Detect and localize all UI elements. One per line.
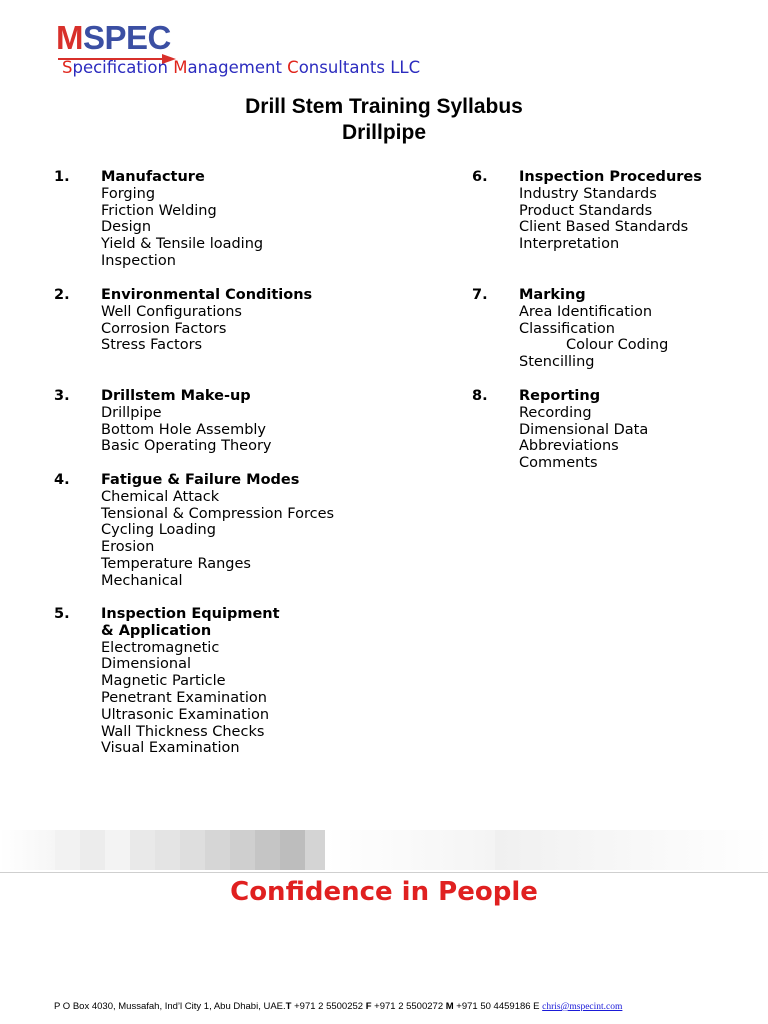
- section-item: Colour Coding: [566, 337, 669, 354]
- section-item: Temperature Ranges: [101, 555, 251, 572]
- band-stripe: [230, 830, 255, 870]
- section-item: Stencilling: [519, 354, 595, 371]
- section-item: Magnetic Particle: [101, 673, 226, 690]
- band-stripe: [0, 830, 55, 870]
- section-item: Abbreviations: [519, 438, 619, 455]
- section-item: Drillpipe: [101, 404, 162, 421]
- footer-email-link[interactable]: chris@mspecint.com: [542, 1002, 623, 1012]
- section-item: Tensional & Compression Forces: [101, 505, 335, 522]
- title-line-1: Drill Stem Training Syllabus: [245, 95, 523, 118]
- logo-wordmark: [56, 18, 171, 58]
- footer-fax: +971 2 5500272: [371, 1001, 446, 1012]
- section-item: Wall Thickness Checks: [101, 723, 265, 740]
- section-item: Electromagnetic: [101, 639, 220, 656]
- section-item: Product Standards: [519, 202, 653, 219]
- section-item: Erosion: [101, 539, 155, 556]
- band-stripe: [130, 830, 155, 870]
- section-item: Ultrasonic Examination: [101, 706, 270, 723]
- footer-mobile-label: M: [445, 1001, 454, 1012]
- company-name: [62, 58, 420, 77]
- section-item: Client Based Standards: [519, 219, 689, 236]
- band-stripe: [105, 830, 130, 870]
- footer-contact: [54, 1001, 622, 1012]
- section-number: 6.: [472, 169, 488, 185]
- section-item: Penetrant Examination: [101, 689, 267, 706]
- section-item: Yield & Tensile loading: [101, 236, 264, 253]
- section-item: Well Configurations: [101, 303, 242, 320]
- title-line-2: Drillpipe: [341, 121, 426, 144]
- section-heading: & Application: [101, 622, 212, 639]
- section-heading: Inspection Equipment: [101, 606, 280, 622]
- section-item: Dimensional: [101, 656, 191, 673]
- logo-letter-m: M: [56, 19, 83, 56]
- section-number: 3.: [54, 388, 70, 404]
- band-stripe: [205, 830, 230, 870]
- footer-address: P O Box 4030, Mussafah, Ind’l City 1, Abu Dhabi, UAE.: [54, 1001, 286, 1012]
- company-word: onsultants LLC: [298, 58, 421, 77]
- section-item: Dimensional Data: [519, 421, 649, 438]
- band-stripe: [80, 830, 105, 870]
- band-stripe: [155, 830, 180, 870]
- section-item: Stress Factors: [101, 337, 203, 354]
- band-stripe: [325, 830, 495, 870]
- section-item: Area Identification: [519, 303, 653, 320]
- section-heading: Fatigue & Failure Modes: [101, 472, 300, 488]
- section-item: Inspection: [101, 252, 176, 269]
- footer-phone-label: T: [285, 1001, 292, 1012]
- section-heading: Inspection Procedures: [519, 169, 702, 185]
- band-stripe: [495, 830, 768, 870]
- section-item: Interpretation: [519, 236, 620, 253]
- section-heading: Environmental Conditions: [101, 287, 313, 303]
- company-word: pecification: [72, 58, 174, 77]
- company-word: anagement: [187, 58, 288, 77]
- section-item: Corrosion Factors: [101, 320, 227, 337]
- footer-phone: +971 2 5500252: [291, 1001, 366, 1012]
- band-stripe: [255, 830, 280, 870]
- section-item: Friction Welding: [101, 202, 217, 219]
- logo-letters-spec: SPEC: [83, 19, 171, 56]
- band-stripe: [280, 830, 305, 870]
- section-item: Comments: [519, 455, 598, 472]
- section-item: Chemical Attack: [101, 488, 220, 505]
- decorative-gradient-band: [0, 830, 768, 874]
- document-title: [0, 94, 768, 146]
- section-item: Forging: [101, 185, 156, 202]
- footer-mobile: +971 50 4459186 E: [453, 1001, 543, 1012]
- section-item: Recording: [519, 404, 592, 421]
- section-number: 8.: [472, 388, 488, 404]
- section-item: Design: [101, 219, 152, 236]
- section-heading: Manufacture: [101, 169, 205, 185]
- band-bottom-rule: [0, 872, 768, 873]
- section-number: 1.: [54, 169, 70, 185]
- section-item: Mechanical: [101, 572, 183, 589]
- footer-fax-label: F: [365, 1001, 372, 1012]
- section-heading: Reporting: [519, 388, 601, 404]
- section-item: Industry Standards: [519, 185, 657, 202]
- section-number: 5.: [54, 606, 70, 622]
- band-stripe: [55, 830, 80, 870]
- band-stripe: [305, 830, 325, 870]
- section-item: Basic Operating Theory: [101, 438, 272, 455]
- section-heading: Drillstem Make-up: [101, 388, 251, 404]
- section-item: Cycling Loading: [101, 522, 216, 539]
- company-initial: C: [287, 58, 299, 77]
- section-item: Classification: [519, 320, 615, 337]
- section-item: Bottom Hole Assembly: [101, 421, 267, 438]
- section-number: 4.: [54, 472, 70, 488]
- section-item: Visual Examination: [101, 740, 240, 757]
- section-number: 2.: [54, 287, 70, 303]
- tagline: Confidence in People: [230, 877, 538, 907]
- section-number: 7.: [472, 287, 488, 303]
- band-stripe: [180, 830, 205, 870]
- section-heading: Marking: [519, 287, 586, 303]
- company-initial: S: [62, 58, 73, 77]
- company-initial: M: [173, 58, 188, 77]
